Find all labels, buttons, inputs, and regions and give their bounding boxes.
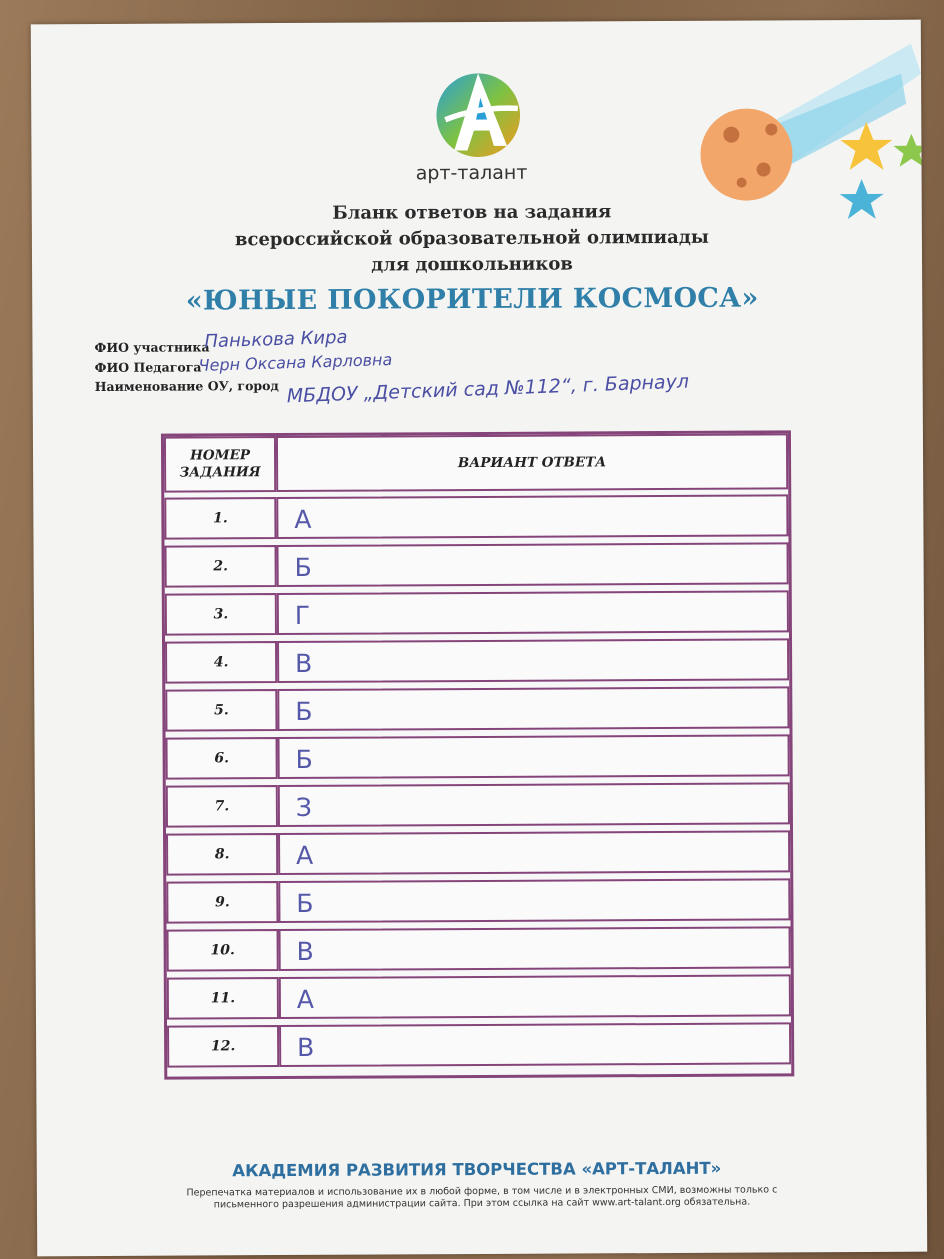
answer-value: А: [296, 840, 314, 870]
table-row: [165, 638, 789, 683]
answer-sheet: [31, 20, 927, 1257]
participant-label: ФИО участника: [94, 339, 210, 356]
column-header-number: [164, 436, 276, 493]
task-number: 10.: [167, 929, 279, 972]
task-number: 12.: [167, 1025, 279, 1068]
task-number: 4.: [165, 641, 277, 684]
footer-line-1: Перепечатка материалов и использование их в любой форме, в том числе и в электронных СМИ, возможны только с: [186, 1184, 778, 1199]
answer-value: З: [295, 792, 312, 822]
teacher-value: Черн Оксана Карловна: [198, 349, 393, 375]
answer-cell[interactable]: [277, 590, 789, 635]
table-row: [167, 1022, 791, 1067]
heading-line-1: Бланк ответов на задания: [332, 201, 612, 224]
participant-value: Панькова Кира: [204, 326, 348, 353]
answer-cell[interactable]: [276, 494, 788, 539]
org-value: МБДОУ „Детский сад №112“, г. Барнаул: [286, 370, 690, 408]
task-number: 1.: [164, 497, 276, 540]
table-row: [167, 926, 791, 971]
footer-line-2: письменного разрешения администрации сайта. При этом ссылка на сайт www.art-talant.org обязательна.: [213, 1196, 751, 1211]
task-number: 2.: [165, 545, 277, 588]
answer-table: [161, 430, 794, 1079]
table-row: [166, 734, 790, 779]
heading-line-3: для дошкольников: [371, 253, 573, 276]
answer-value: В: [297, 1032, 315, 1062]
sheet-heading: [152, 198, 792, 279]
answer-cell[interactable]: [278, 734, 790, 779]
task-number: 11.: [167, 977, 279, 1020]
answer-value: В: [295, 648, 313, 678]
answer-cell[interactable]: [279, 1022, 791, 1067]
answer-value: А: [296, 984, 315, 1014]
task-number: 8.: [166, 833, 278, 876]
task-number: 6.: [166, 737, 278, 780]
table-row: [165, 542, 789, 587]
answer-value: Б: [295, 744, 313, 774]
answer-cell[interactable]: [277, 542, 789, 587]
teacher-label: ФИО Педагога: [94, 359, 202, 376]
answer-cell[interactable]: [278, 830, 790, 875]
answer-value: Б: [296, 888, 314, 918]
star-icon: [840, 179, 884, 219]
table-row: [165, 686, 789, 731]
olympiad-title: «ЮНЫЕ ПОКОРИТЕЛИ КОСМОСА»: [185, 282, 759, 317]
footer-copyright: [137, 1184, 827, 1212]
column-header-number-line2: ЗАДАНИЯ: [179, 464, 261, 481]
column-header-answer: ВАРИАНТ ОТВЕТА: [276, 433, 788, 492]
answer-cell[interactable]: [279, 974, 791, 1019]
answer-value: Б: [294, 552, 312, 582]
table-row: [167, 974, 791, 1019]
table-row: [166, 830, 790, 875]
art-talant-logo-icon: [423, 58, 534, 169]
table-row: [166, 782, 790, 827]
task-number: 5.: [165, 689, 277, 732]
heading-line-2: всероссийской образовательной олимпиады: [234, 226, 709, 251]
answer-cell[interactable]: [278, 782, 790, 827]
footer-title: АКАДЕМИЯ РАЗВИТИЯ ТВОРЧЕСТВА «АРТ-ТАЛАНТ»: [232, 1158, 722, 1181]
answer-value: А: [294, 504, 312, 534]
answer-value: Г: [294, 600, 311, 630]
task-number: 9.: [166, 881, 278, 924]
answer-value: В: [296, 936, 314, 966]
answer-cell[interactable]: [279, 926, 791, 971]
answer-cell[interactable]: [277, 686, 789, 731]
org-label: Наименование ОУ, город: [94, 378, 279, 395]
star-icon: [893, 134, 922, 167]
task-number: 3.: [165, 593, 277, 636]
table-row: [164, 494, 788, 539]
answer-cell[interactable]: [277, 638, 789, 683]
answer-cell[interactable]: [278, 878, 790, 923]
table-row: [165, 590, 789, 635]
answer-value: Б: [295, 696, 313, 726]
brand-name: арт-талант: [415, 161, 528, 185]
table-row: [166, 878, 790, 923]
column-header-number-line1: НОМЕР: [190, 447, 251, 464]
task-number: 7.: [166, 785, 278, 828]
